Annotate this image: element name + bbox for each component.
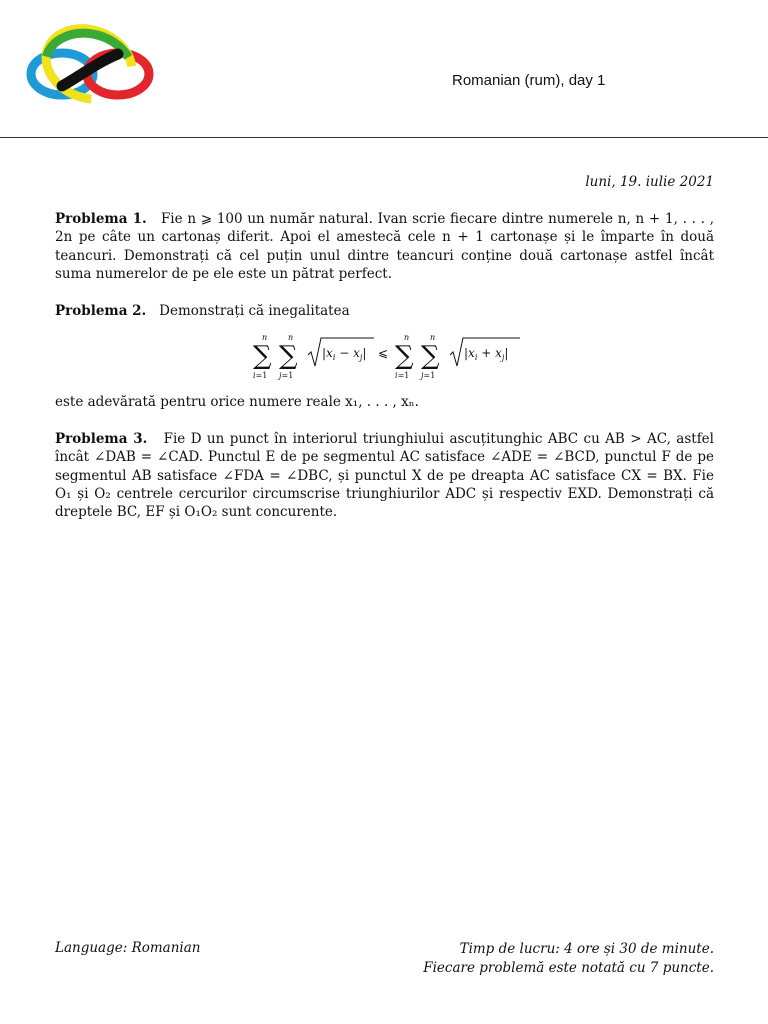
exam-date: luni, 19. iulie 2021: [585, 174, 714, 190]
svg-text:i=1: i=1: [253, 371, 268, 380]
svg-text:n: n: [262, 333, 268, 342]
problem-2-continuation: este adevărată pentru orice numere reale x₁, . . . , xₙ.: [55, 394, 419, 410]
footer-time: Timp de lucru: 4 ore și 30 de minute.: [459, 941, 714, 957]
problem-1: [55, 210, 714, 283]
inequality-formula: [250, 330, 530, 386]
problem-title: Problema 2.: [55, 303, 147, 319]
problem-2: [55, 302, 714, 320]
page-header: [0, 0, 768, 138]
header-divider: [0, 137, 768, 138]
svg-text:|xi − xj|: $|x_i - x_j|$: [322, 346, 367, 362]
imo-logo: [22, 24, 158, 112]
problem-text: Fie n ⩾ 100 un număr natural. Ivan scrie fiecare dintre numerele n, n + 1, . . . , 2n pe câte un cartonaș diferit. Apoi el amestecă cele n + 1 cartonașe și le împarte în două teancuri. Demonstrați că cel puțin unul dintre teancuri conține două cartonașe astfel încât suma numerelor de pe ele este un pătrat perfect.: [55, 211, 714, 282]
svg-text:n: n: [288, 333, 294, 342]
svg-text:∑: ∑: [253, 341, 272, 371]
footer-language: Language: Romanian: [55, 940, 201, 956]
problem-title: Problema 1.: [55, 211, 147, 227]
problem-text: Demonstrați că inegalitatea: [159, 303, 350, 319]
svg-text:∑: ∑: [421, 341, 440, 371]
svg-text:|xi + xj|: $|x_i + x_j|$: [464, 346, 509, 362]
problem-3: [55, 430, 714, 521]
competition-label: Romanian (rum), day 1: [452, 72, 606, 89]
svg-text:n: n: [404, 333, 410, 342]
problem-title: Problema 3.: [55, 431, 148, 447]
footer-points: Fiecare problemă este notată cu 7 puncte.: [423, 959, 714, 976]
svg-text:⩽: ⩽: [378, 346, 389, 360]
footer-info: [423, 940, 714, 977]
svg-text:i=1: i=1: [395, 371, 410, 380]
svg-text:j=1: j=1: [421, 371, 436, 380]
svg-text:n: n: [430, 333, 436, 342]
svg-text:∑: ∑: [279, 341, 298, 371]
problem-text: Fie D un punct în interiorul triunghiului ascuțitunghic ABC cu AB > AC, astfel încât ∠DAB = ∠CAD. Punctul E de pe segmentul AC satisface ∠ADE = ∠BCD, punctul F de pe segmentul AB satisface ∠FDA = ∠DBC, și punctul X de pe dreapta AC satisface CX = BX. Fie O₁ și O₂ centrele cercurilor circumscrise triunghiurilor ADC și respectiv EXD. Demonstrați că dreptele BC, EF și O₁O₂ sunt concurente.: [55, 431, 714, 521]
svg-text:j=1: j=1: [279, 371, 294, 380]
svg-text:∑: ∑: [395, 341, 414, 371]
